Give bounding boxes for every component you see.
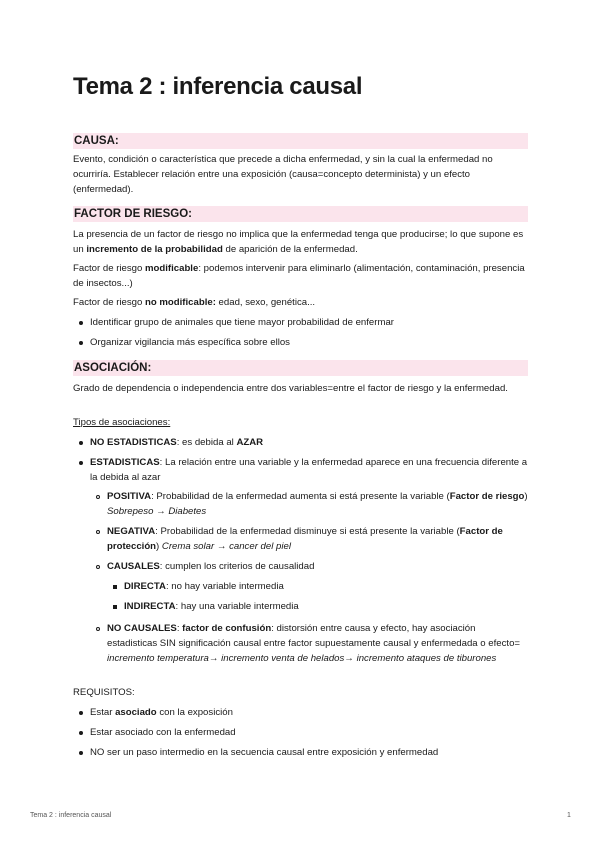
factor-heading: FACTOR DE RIESGO:: [73, 206, 528, 222]
footer-page-number: 1: [567, 812, 571, 819]
list-item: Organizar vigilancia más específica sobre ellos: [90, 337, 290, 348]
requisitos-label: REQUISITOS:: [73, 687, 135, 698]
bullet-ring: [96, 530, 100, 534]
list-item-causales: CAUSALES: cumplen los criterios de causalidad: [107, 561, 315, 572]
bullet-dot: [79, 731, 83, 735]
bullet-dot: [79, 461, 83, 465]
bullet-ring: [96, 495, 100, 499]
bullet-dot: [79, 441, 83, 445]
bullet-dot: [79, 711, 83, 715]
list-item-requisito-3: NO ser un paso intermedio en la secuencia causal entre exposición y enfermedad: [90, 747, 439, 758]
factor-paragraph-2: Factor de riesgo modificable: podemos intervenir para eliminarlo (alimentación, contaminación, presencia de insectos...): [73, 263, 525, 289]
asociacion-heading: ASOCIACIÓN:: [73, 360, 528, 376]
factor-paragraph-3: Factor de riesgo no modificable: edad, sexo, genética...: [73, 297, 316, 308]
causa-heading: CAUSA:: [73, 133, 528, 149]
bullet-ring: [96, 627, 100, 631]
bullet-square: [113, 585, 117, 589]
list-item-directa: DIRECTA: no hay variable intermedia: [124, 581, 284, 592]
list-item-no-causales: NO CAUSALES: factor de confusión: distorsión entre causa y efecto, hay asociación estadisticas SIN significación causal entre factor supuestamente causal y enfermedada o efecto= incremento temperatura→ incremento venta de helados→ incremento ataques de tiburones: [107, 623, 521, 664]
bullet-ring: [96, 565, 100, 569]
footer-title: Tema 2 : inferencia causal: [30, 812, 112, 819]
bullet-dot: [79, 321, 83, 325]
list-item-no-estadisticas: NO ESTADISTICAS: es debida al AZAR: [90, 437, 264, 448]
list-item-indirecta: INDIRECTA: hay una variable intermedia: [124, 601, 299, 612]
tipos-label: Tipos de asociaciones:: [73, 417, 171, 428]
factor-paragraph-1: La presencia de un factor de riesgo no implica que la enfermedad tenga que producirse; lo que supone es un incremento de la probabilidad de aparición de la enfermedad.: [73, 229, 524, 255]
list-item-requisito-2: Estar asociado con la enfermedad: [90, 727, 236, 738]
page-title: Tema 2 : inferencia causal: [73, 73, 363, 100]
list-item-positiva: POSITIVA: Probabilidad de la enfermedad aumenta si está presente la variable (Factor de riesgo) Sobrepeso → Diabetes: [107, 491, 528, 517]
bullet-dot: [79, 341, 83, 345]
asociacion-text: Grado de dependencia o independencia entre dos variables=entre el factor de riesgo y la enfermedad.: [73, 383, 508, 394]
list-item: Identificar grupo de animales que tiene mayor probabilidad de enfermar: [90, 317, 394, 328]
list-item-estadisticas: ESTADISTICAS: La relación entre una variable y la enfermedad aparece en una frecuencia diferente a la debida al azar: [90, 457, 528, 483]
bullet-square: [113, 605, 117, 609]
causa-text: Evento, condición o característica que precede a dicha enfermedad, y sin la cual la enfermedad no ocurriría. Establecer relación entre una exposición (causa=concepto determinista) y un efecto (enfermedad).: [73, 154, 493, 195]
list-item-requisito-1: Estar asociado con la exposición: [90, 707, 233, 718]
bullet-dot: [79, 751, 83, 755]
list-item-negativa: NEGATIVA: Probabilidad de la enfermedad disminuye si está presente la variable (Factor de protección) Crema solar → cancer del piel: [107, 526, 503, 552]
